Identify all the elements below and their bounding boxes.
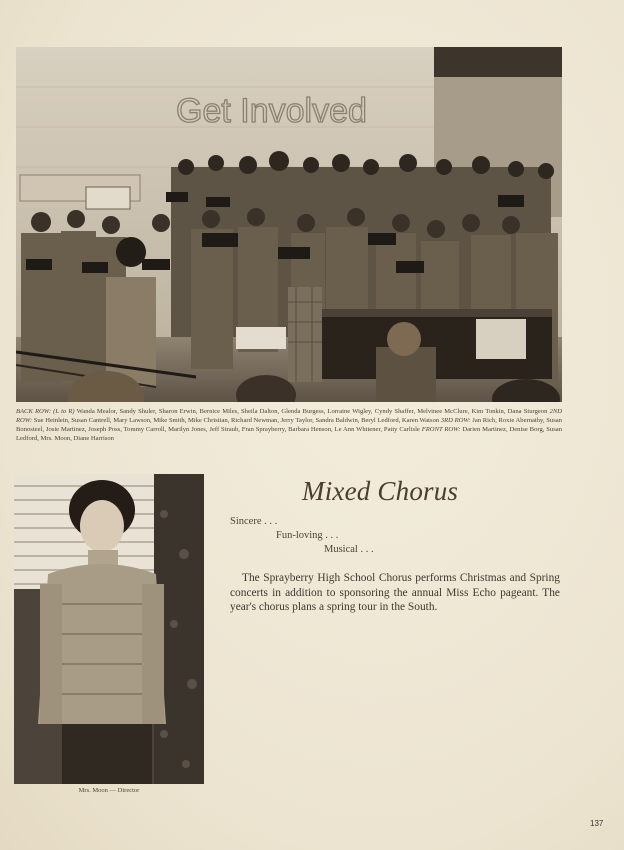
back-row-label: BACK ROW: (L to R) (16, 408, 75, 415)
descriptor-fun-loving: Fun-loving . . . (276, 530, 339, 541)
director-photo-image (14, 474, 204, 784)
third-row-names: Jan Rich, Roxie Abernathy, Susan Bonosteel, Josie Martinez, Joseph Poss, Tommy Carroll, Marilyn Jones, Jeff Straub, Fran Sprayberry, Barbara Henson, Le Ann Whitener, Patty Carlisle (16, 417, 562, 433)
page-number: 137 (590, 819, 604, 828)
group-photo-image (16, 47, 562, 402)
group-photo (16, 47, 562, 402)
front-row-label: FRONT ROW: (421, 426, 461, 433)
front-row-names: Darien Martinez, Denise Borg, Susan Ledford, Mrs. Moon, Diane Harrison (16, 426, 563, 442)
banner-text: Get Involved (176, 92, 367, 130)
director-caption: Mrs. Moon — Director (78, 787, 140, 794)
third-row-label: 3RD ROW: (440, 417, 471, 424)
second-row-label: 2ND ROW: (16, 408, 563, 424)
second-row-names: Sue Heinlein, Susan Cantrell, Mary Lawson, Mike Smith, Mike Christian, Richard Newman, Jerry Taylor, Sandra Baldwin, Beryl Ledford, Karen Watson (33, 417, 440, 424)
page-title: Mixed Chorus (302, 476, 459, 506)
group-photo-caption (16, 407, 562, 443)
director-photo (14, 474, 204, 784)
descriptor-sincere: Sincere . . . (230, 516, 278, 527)
body-paragraph: The Sprayberry High School Chorus performs Christmas and Spring concerts in addition to sponsoring the annual Miss Echo pageant. The year's chorus plans a spring tour in the South. (230, 572, 560, 613)
descriptor-musical: Musical . . . (324, 544, 374, 555)
back-row-names: Wanda Mealor, Sandy Shuler, Sharon Erwin, Bernice Miles, Sheila Dalton, Glenda Burgess, Lorraine Wigley, Cyndy Shaffer, Melvinee McClure, Kim Tonkin, Dana Sturgeon (76, 408, 548, 415)
